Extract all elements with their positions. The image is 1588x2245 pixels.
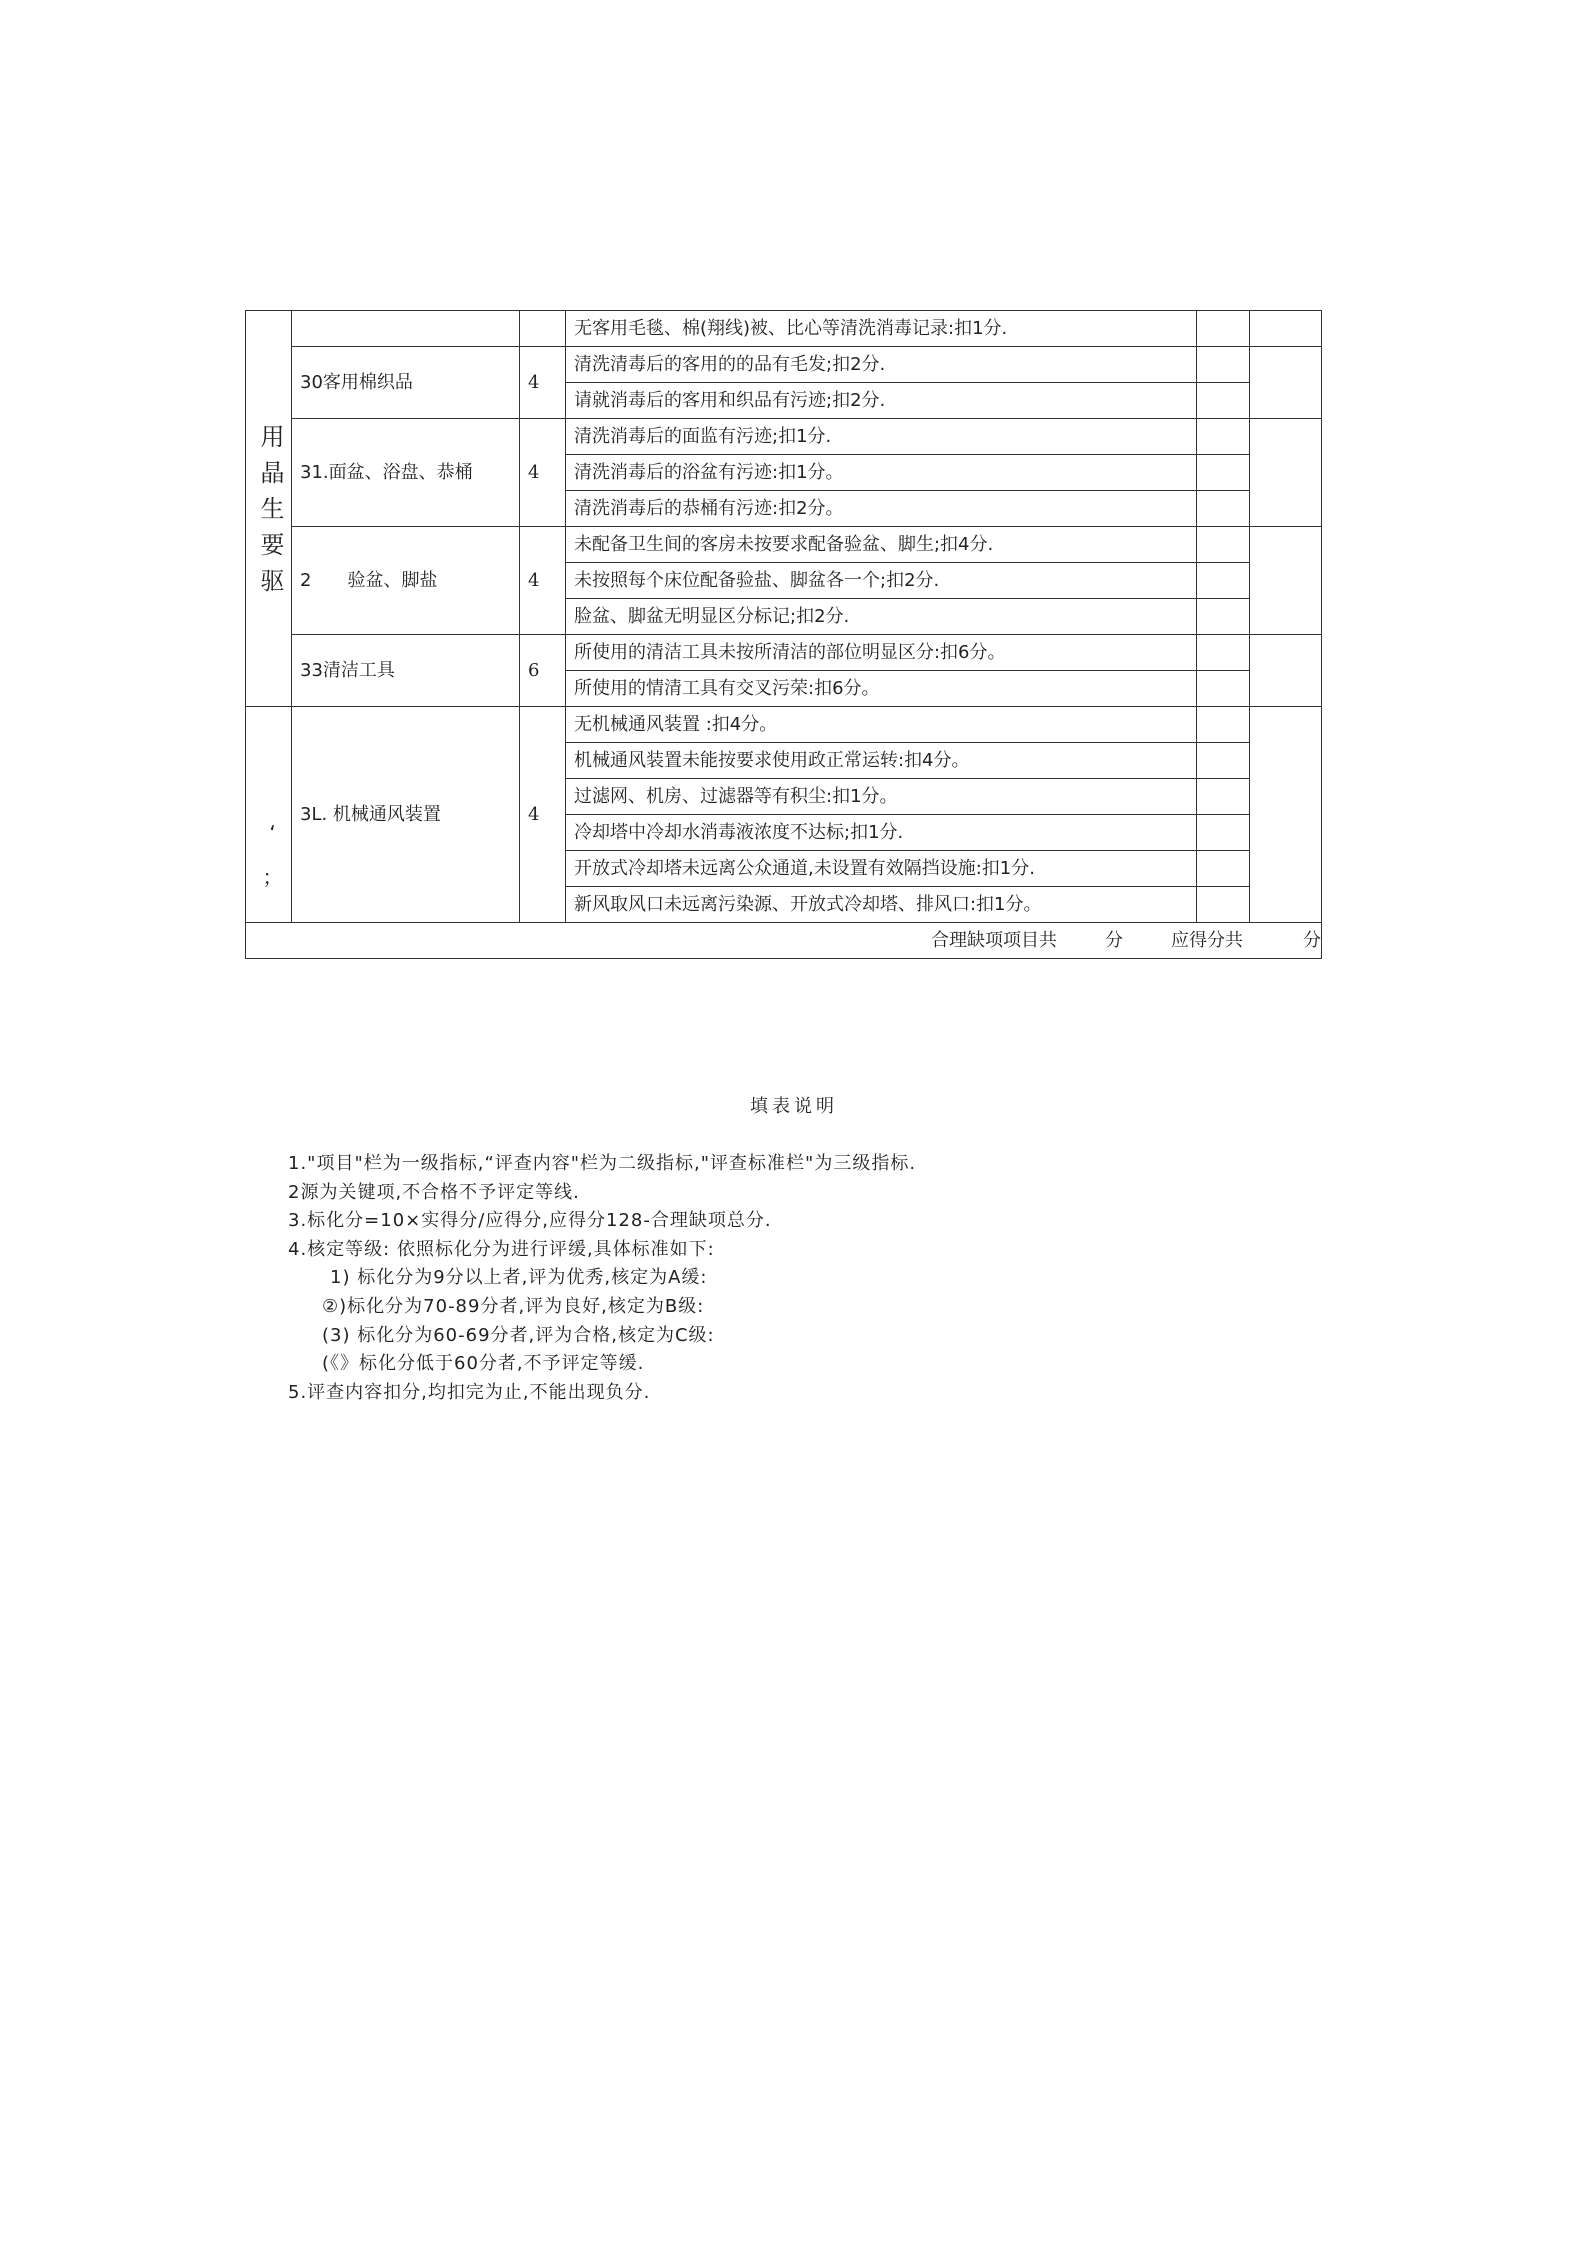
criteria-cell: 未按照每个床位配备验盐、脚盆各一个;扣2分. bbox=[566, 563, 1197, 599]
criteria-cell: 请就消毒后的客用和织品有污迹;扣2分. bbox=[566, 383, 1197, 419]
criteria-cell: 开放式冷却塔未远离公众通道,未设置有效隔挡设施:扣1分. bbox=[566, 851, 1197, 887]
deduction-cell bbox=[1197, 887, 1250, 923]
criteria-cell: 无机械通风装置 :扣4分。 bbox=[566, 707, 1197, 743]
instructions-list bbox=[288, 1150, 916, 1407]
category-cell-ventilation bbox=[246, 707, 292, 923]
criteria-cell: 清洗消毒后的面监有污迹;扣1分. bbox=[566, 419, 1197, 455]
score-cell: 4 bbox=[520, 347, 566, 419]
criteria-cell: 过滤网、机房、过滤器等有积尘:扣1分。 bbox=[566, 779, 1197, 815]
item-cell: 2 验盆、脚盐 bbox=[292, 527, 520, 635]
deduction-cell bbox=[1197, 455, 1250, 491]
item-cell: 31.面盆、浴盘、恭桶 bbox=[292, 419, 520, 527]
deduction-cell bbox=[1197, 491, 1250, 527]
deduction-cell bbox=[1197, 527, 1250, 563]
item-cell: 3L. 机械通风装置 bbox=[292, 707, 520, 923]
instruction-line: 2源为关键项,不合格不予评定等线. bbox=[288, 1181, 580, 1203]
deduction-cell bbox=[1197, 671, 1250, 707]
table-row bbox=[246, 707, 1322, 743]
criteria-cell: 机械通风装置未能按要求使用政正常运转:扣4分。 bbox=[566, 743, 1197, 779]
score-cell bbox=[520, 311, 566, 347]
category-label: 用 晶 生 要 驱 bbox=[260, 422, 285, 595]
remark-cell bbox=[1250, 419, 1322, 527]
instructions-title: 填表说明 bbox=[750, 1096, 838, 1117]
table-row bbox=[246, 527, 1322, 563]
deduction-cell bbox=[1197, 707, 1250, 743]
criteria-cell: 清洗消毒后的恭桶有污迹:扣2分。 bbox=[566, 491, 1197, 527]
remark-cell bbox=[1250, 311, 1322, 347]
missing-items-label: 合理缺项项目共 bbox=[931, 929, 1057, 951]
deduction-cell bbox=[1197, 851, 1250, 887]
inspection-table bbox=[245, 310, 1322, 959]
criteria-cell: 清洗消毒后的浴盆有污迹:扣1分。 bbox=[566, 455, 1197, 491]
deduction-cell bbox=[1197, 419, 1250, 455]
category-label: ‘ ； bbox=[262, 820, 283, 889]
instruction-line: 1."项目"栏为一级指标,“评查内容"栏为二级指标,"评查标准栏"为三级指标. bbox=[288, 1153, 917, 1174]
deduction-cell bbox=[1197, 815, 1250, 851]
remark-cell bbox=[1250, 635, 1322, 707]
deduction-cell bbox=[1197, 743, 1250, 779]
instruction-line: ②)标化分为70-89分者,评为良好,核定为B级: bbox=[322, 1295, 705, 1317]
score-cell: 4 bbox=[520, 527, 566, 635]
instruction-line: 4.核定等级: 依照标化分为进行评缓,具体标准如下: bbox=[288, 1238, 715, 1260]
category-cell-hygiene bbox=[246, 311, 292, 707]
instruction-line: (《》标化分低于60分者,不予评定等缓. bbox=[322, 1353, 645, 1375]
deduction-cell bbox=[1197, 635, 1250, 671]
score-cell: 4 bbox=[520, 707, 566, 923]
due-score-unit: 分 bbox=[1303, 929, 1321, 951]
missing-items-unit: 分 bbox=[1105, 929, 1123, 951]
remark-cell bbox=[1250, 347, 1322, 419]
footer-cell bbox=[246, 923, 1322, 959]
deduction-cell bbox=[1197, 347, 1250, 383]
remark-cell bbox=[1250, 527, 1322, 635]
criteria-cell: 新风取风口未远离污染源、开放式冷却塔、排风口:扣1分。 bbox=[566, 887, 1197, 923]
table-row bbox=[246, 347, 1322, 383]
deduction-cell bbox=[1197, 563, 1250, 599]
criteria-cell: 脸盆、脚盆无明显区分标记;扣2分. bbox=[566, 599, 1197, 635]
item-cell: 33清洁工具 bbox=[292, 635, 520, 707]
instruction-line: 5.评查内容扣分,均扣完为止,不能出现负分. bbox=[288, 1381, 651, 1403]
item-cell bbox=[292, 311, 520, 347]
criteria-cell: 无客用毛毯、棉(翔线)被、比心等清洗消毒记录:扣1分. bbox=[566, 311, 1197, 347]
deduction-cell bbox=[1197, 599, 1250, 635]
instruction-line: 3.标化分=10×实得分/应得分,应得分128-合理缺项总分. bbox=[288, 1210, 772, 1232]
score-cell: 4 bbox=[520, 419, 566, 527]
table-row bbox=[246, 419, 1322, 455]
table-row bbox=[246, 635, 1322, 671]
remark-cell bbox=[1250, 707, 1322, 923]
item-cell: 30客用棉织品 bbox=[292, 347, 520, 419]
deduction-cell bbox=[1197, 311, 1250, 347]
criteria-cell: 未配备卫生间的客房未按要求配备验盆、脚生;扣4分. bbox=[566, 527, 1197, 563]
deduction-cell bbox=[1197, 383, 1250, 419]
deduction-cell bbox=[1197, 779, 1250, 815]
table-row bbox=[246, 311, 1322, 347]
score-cell: 6 bbox=[520, 635, 566, 707]
criteria-cell: 所使用的情清工具有交叉污荣:扣6分。 bbox=[566, 671, 1197, 707]
criteria-cell: 冷却塔中冷却水消毒液浓度不达标;扣1分. bbox=[566, 815, 1197, 851]
table-footer-row bbox=[246, 923, 1322, 959]
instruction-line: 1) 标化分为9分以上者,评为优秀,核定为A缓: bbox=[330, 1267, 708, 1289]
due-score-label: 应得分共 bbox=[1171, 929, 1243, 951]
criteria-cell: 所使用的清洁工具未按所清洁的部位明显区分:扣6分。 bbox=[566, 635, 1197, 671]
criteria-cell: 清洗清毒后的客用的的品有毛发;扣2分. bbox=[566, 347, 1197, 383]
instruction-line: (3) 标化分为60-69分者,评为合格,核定为C级: bbox=[322, 1324, 715, 1346]
